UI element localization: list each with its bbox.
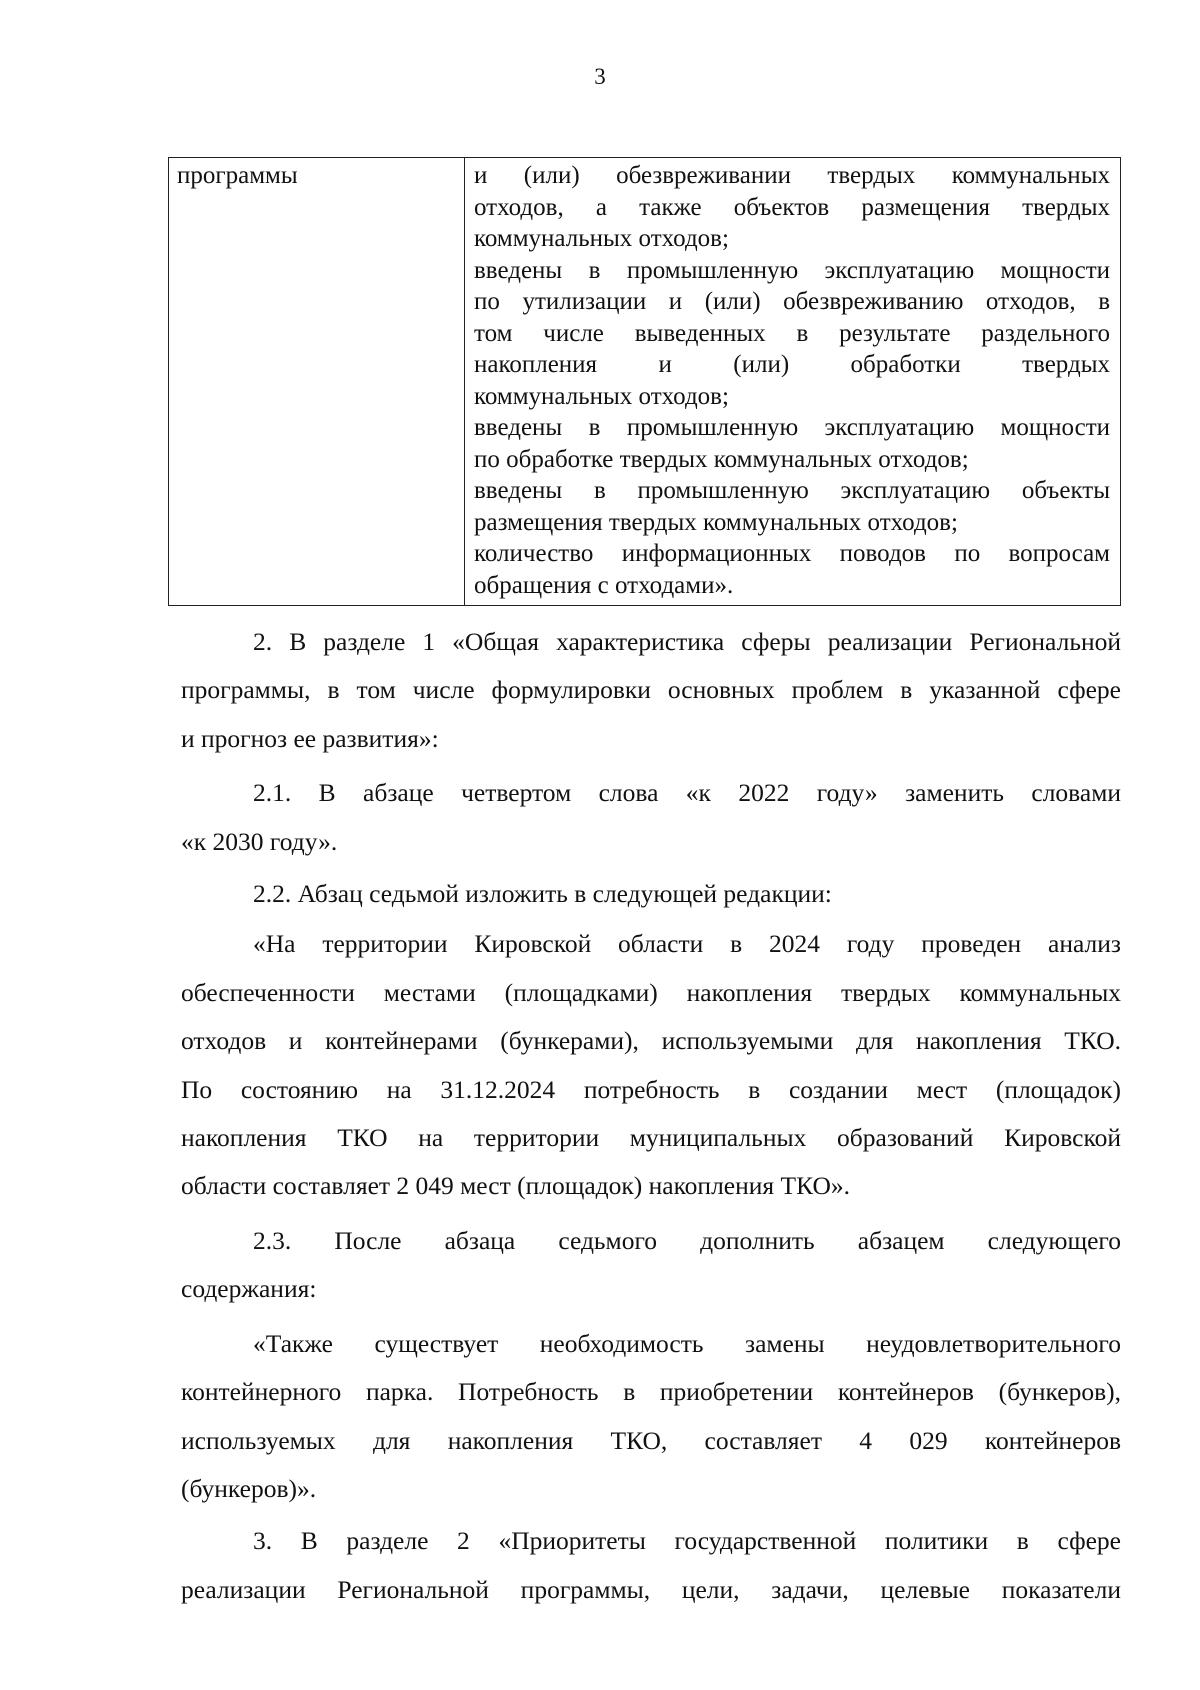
paragraph-line: По состоянию на 31.12.2024 потребность в создании мест (площадок)	[181, 1074, 1121, 1104]
cell-lines	[474, 160, 1110, 601]
paragraph-line: 2. В разделе 1 «Общая характеристика сферы реализации Региональной	[253, 627, 1121, 656]
passport-table-continuation	[168, 157, 1121, 606]
paragraph-line: области составляет 2 049 мест (площадок) накопления ТКО».	[181, 1171, 851, 1201]
table-cell-line: размещения твердых коммунальных отходов;	[474, 508, 958, 536]
paragraph	[181, 769, 1121, 866]
paragraph-line: 2.1. В абзаце четвертом слова «к 2022 году» заменить словами	[253, 778, 1121, 808]
table-cell-line: количество информационных поводов по вопросам	[474, 540, 1110, 567]
table-row	[169, 158, 1121, 606]
table-cell-line: по обработке твердых коммунальных отходов;	[474, 445, 969, 473]
table-cell-line: том числе выведенных в результате раздельного	[474, 319, 1110, 347]
table-cell-line: введены в промышленную эксплуатацию объекты	[474, 477, 1110, 504]
paragraph	[181, 1217, 1121, 1314]
paragraph-line: отходов и контейнерами (бункерами), используемыми для накопления ТКО.	[181, 1026, 1121, 1056]
table-cell-line: введены в промышленную эксплуатацию мощности	[474, 414, 1110, 441]
paragraph	[181, 618, 1121, 763]
document-body	[181, 618, 1121, 1614]
paragraph-line: (бункеров)».	[181, 1473, 317, 1503]
paragraph-line: контейнерного парка. Потребность в приобретении контейнеров (бункеров),	[181, 1377, 1121, 1407]
paragraph-line: «На территории Кировской области в 2024 году проведен анализ	[253, 929, 1121, 959]
paragraph-line: 3. В разделе 2 «Приоритеты государственной политики в сфере	[253, 1526, 1121, 1556]
paragraph	[181, 1517, 1121, 1614]
paragraph-line: используемых для накопления ТКО, составляет 4 029 контейнеров	[181, 1425, 1121, 1455]
table-cell-line: отходов, а также объектов размещения твердых	[474, 193, 1110, 221]
paragraph	[181, 870, 1121, 918]
table-cell-line: введены в промышленную эксплуатацию мощности	[474, 256, 1110, 284]
page-number: 3	[594, 64, 606, 89]
paragraph-line: 2.3. После абзаца седьмого дополнить абзацем следующего	[253, 1225, 1121, 1255]
paragraph-line: и прогноз ее развития»:	[181, 723, 439, 753]
paragraph-line: «к 2030 году».	[181, 826, 338, 856]
cell-text: программы	[177, 162, 298, 189]
paragraph-line: 2.2. Абзац седьмой изложить в следующей редакции:	[253, 879, 832, 909]
table-cell-line: коммунальных отходов;	[474, 225, 729, 252]
paragraph	[181, 1320, 1121, 1514]
table-cell-line: коммунальных отходов;	[474, 382, 729, 410]
table-cell-line: и (или) обезвреживании твердых коммунальных	[474, 162, 1110, 189]
paragraph-line: «Также существует необходимость замены неудовлетворительного	[253, 1328, 1121, 1358]
paragraph	[181, 920, 1121, 1210]
table-cell-line: накопления и (или) обработки твердых	[474, 351, 1110, 378]
table-cell-line: обращения с отходами».	[474, 571, 734, 599]
table-cell-value	[465, 158, 1121, 606]
paragraph-line: реализации Региональной программы, цели, задачи, целевые показатели	[181, 1574, 1121, 1604]
paragraph-line: содержания:	[181, 1274, 317, 1304]
paragraph-line: программы, в том числе формулировки основных проблем в указанной сфере	[181, 675, 1121, 705]
paragraph-line: обеспеченности местами (площадками) накопления твердых коммунальных	[181, 977, 1121, 1007]
table-cell-label	[169, 158, 465, 606]
paragraph-line: накопления ТКО на территории муниципальных образований Кировской	[181, 1123, 1121, 1153]
table-cell-line: по утилизации и (или) обезвреживанию отходов, в	[474, 288, 1110, 315]
